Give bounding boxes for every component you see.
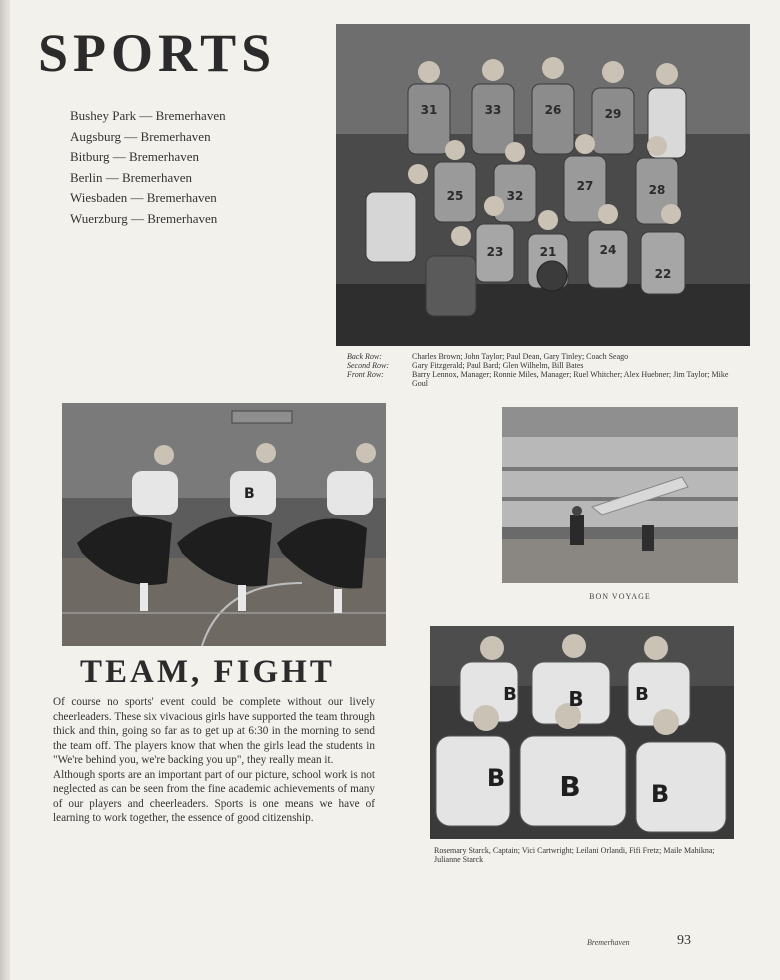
body-paragraph: Of course no sports' event could be complete without our lively cheerleaders. These six vivacious girls have supported the team through thick and thin, going so far as to get up at 6:30 in the morning to send the team off. The players know that when the girls lead the students in "We're behind you, we're backing you up", they really mean it. <box>53 696 375 766</box>
sweater-letter: B <box>486 764 506 792</box>
caption-row-names: Barry Lennox, Manager; Ronnie Miles, Manager; Ruel Whitcher; Alex Huebner; Jim Taylor; Mike Goul <box>412 370 729 388</box>
caption-row-label: Back Row: <box>347 352 382 361</box>
team-fight-heading: TEAM, FIGHT <box>80 654 335 690</box>
schedule-item: Bitburg — Bremerhaven <box>70 149 200 164</box>
cheerleaders-kicking-image <box>62 403 386 646</box>
cheerleaders-caption: Rosemary Starck, Captain; Vici Cartwright; Leilani Orlandi, Fifi Fretz; Maile Mahikna; Julianne Starck <box>434 846 715 864</box>
sports-heading: SPORTS <box>38 23 277 83</box>
footer-school-name: Bremerhaven <box>587 938 630 947</box>
cheerleaders-kicking-photo <box>62 403 386 646</box>
caption-front-row <box>347 370 737 388</box>
jersey-number: 21 <box>539 245 557 259</box>
caption-row-names: Charles Brown; John Taylor; Paul Dean, Gary Tinley; Coach Seago <box>412 352 629 361</box>
sweater-letter: B <box>635 684 649 705</box>
cheerleaders-group-image <box>430 626 734 839</box>
schedule-item: Augsburg — Bremerhaven <box>70 128 211 144</box>
caption-row-label: Front Row: <box>347 370 384 379</box>
page-number: 93 <box>677 933 691 948</box>
schedule-item: Wiesbaden — Bremerhaven <box>70 190 217 205</box>
ship-dock-image <box>502 407 738 583</box>
bon-voyage-photo <box>502 407 738 583</box>
jersey-number: 27 <box>576 179 594 193</box>
jersey-number: 29 <box>604 107 622 121</box>
caption-row-label: Second Row: <box>347 361 389 370</box>
team-photo-caption <box>347 352 737 388</box>
jersey-number: 28 <box>648 183 666 197</box>
caption-row-names: Gary Fitzgerald; Paul Bard; Glen Wilhelm, Bill Bates <box>412 361 584 370</box>
jersey-number: 31 <box>420 103 438 117</box>
sweater-letter: B <box>568 687 584 711</box>
bon-voyage-caption: BON VOYAGE <box>589 592 651 601</box>
caption-back-row <box>347 352 737 361</box>
article-body <box>53 695 375 826</box>
jersey-number: 22 <box>654 267 672 281</box>
jersey-number: 23 <box>486 245 504 259</box>
page-binding-shadow <box>0 0 10 980</box>
schedule-item: Berlin — Bremerhaven <box>70 169 193 185</box>
caption-second-row <box>347 361 737 370</box>
sweater-letter: B <box>503 684 517 705</box>
body-paragraph: Although sports are an important part of our picture, school work is not neglected as can be seen from the fine academic achievements of many of our players and cheerleaders. Sports is one means we have of learning to work together, the essence of good citizenship. <box>53 768 375 824</box>
jersey-number: 26 <box>544 103 562 117</box>
sweater-letter: B <box>559 770 581 803</box>
jersey-number: 33 <box>484 103 502 117</box>
cheerleaders-group-photo <box>430 626 734 839</box>
team-photo-image <box>336 24 750 346</box>
jersey-number: 25 <box>446 189 464 203</box>
jersey-number: 24 <box>599 243 617 257</box>
jersey-number: 32 <box>506 189 524 203</box>
basketball-team-photo <box>336 24 750 346</box>
game-schedule-list <box>70 106 226 229</box>
sweater-letter: B <box>244 486 255 502</box>
schedule-item: Wuerzburg — Bremerhaven <box>70 210 218 226</box>
sweater-letter: B <box>650 780 670 808</box>
schedule-item: Bushey Park — Bremerhaven <box>70 108 226 123</box>
